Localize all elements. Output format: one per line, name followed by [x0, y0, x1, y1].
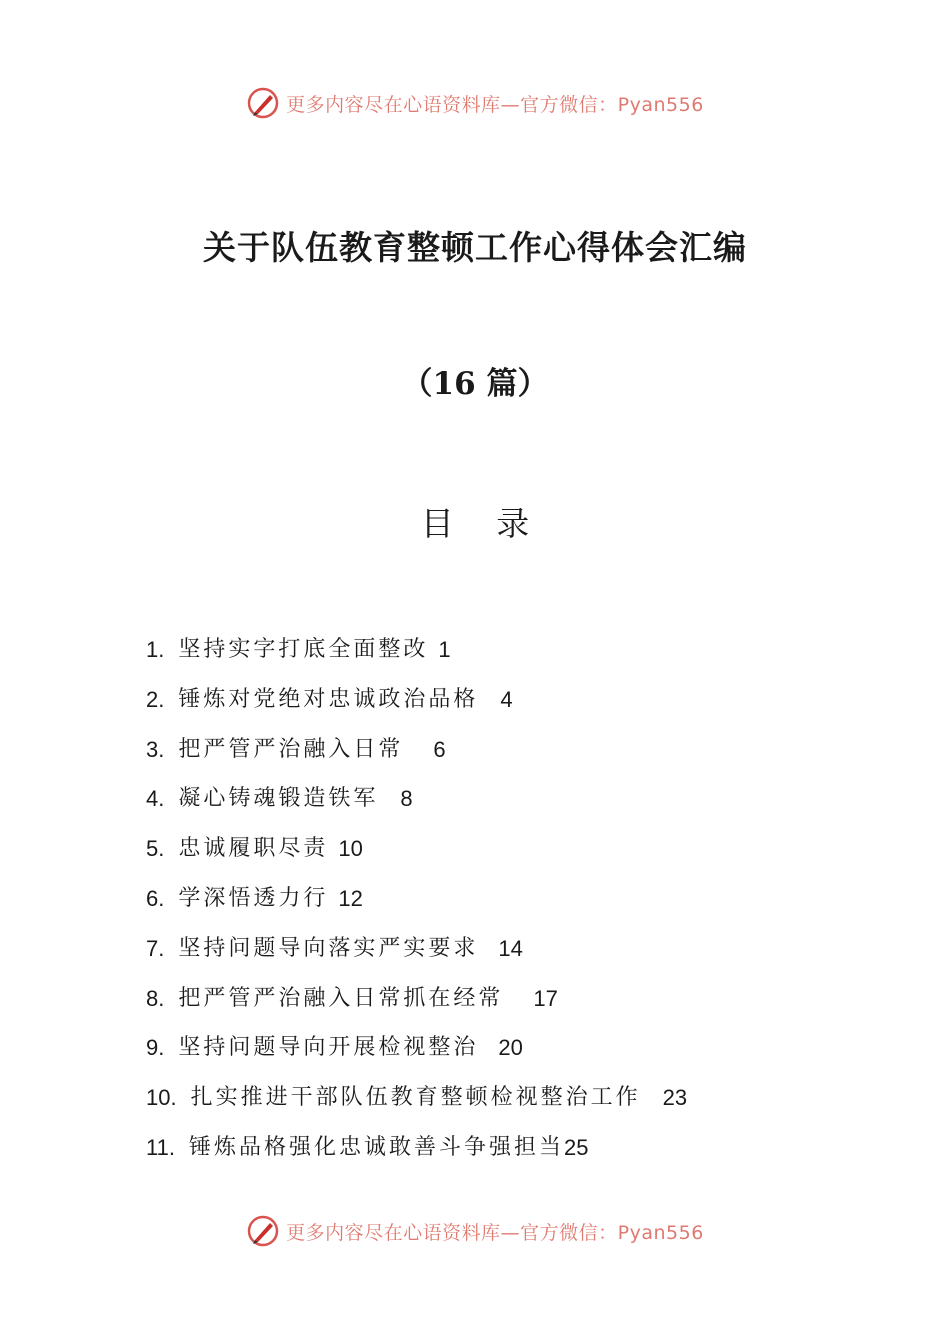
toc-item[interactable]: [146, 1126, 866, 1176]
toc-item-title: 锤炼品格强化忠诚敢善斗争强担当: [188, 1134, 564, 1160]
toc-item-page: 17: [533, 985, 558, 1011]
document-subtitle: （16 篇）: [401, 366, 549, 402]
watermark-footer: [0, 1214, 950, 1248]
toc-item-title: 把严管严治融入日常抓在经常: [178, 985, 504, 1011]
toc-item-title: 坚持问题导向落实严实要求: [178, 935, 479, 961]
toc-item[interactable]: [146, 678, 866, 728]
toc-item-page: 6: [433, 736, 446, 762]
toc-item-title: 锤炼对党绝对忠诚政治品格: [178, 686, 479, 712]
toc-item-number: 1.: [146, 637, 165, 662]
toc-item-page: 4: [500, 686, 513, 712]
toc-item-title: 学深悟透力行: [178, 885, 329, 911]
toc-item-number: 5.: [146, 836, 165, 862]
toc-item-page: 25: [563, 1134, 589, 1160]
toc-item-number: 2.: [146, 686, 165, 712]
toc-item-number: 9.: [146, 1035, 165, 1061]
toc-item-title: 坚持实字打底全面整改: [178, 637, 429, 662]
toc-item-page: 20: [498, 1035, 523, 1061]
toc-item-number: 6.: [146, 885, 165, 911]
toc-item-number: 4.: [146, 786, 165, 812]
toc-item-page: 8: [400, 786, 413, 812]
toc-item[interactable]: [146, 877, 866, 927]
table-of-contents: [146, 628, 866, 1176]
toc-item-page: 14: [498, 935, 523, 961]
toc-item-number: 10.: [146, 1085, 177, 1111]
toc-item-page: 1: [438, 637, 451, 662]
watermark-text: 更多内容尽在心语资料库—官方微信：Pyan556: [286, 1221, 704, 1244]
toc-item-title: 凝心铸魂锻造铁军: [178, 786, 379, 812]
watermark-text: 更多内容尽在心语资料库—官方微信：Pyan556: [286, 93, 704, 116]
toc-item-page: 10: [338, 836, 363, 862]
toc-item[interactable]: [146, 1076, 866, 1126]
toc-item-number: 11.: [146, 1134, 175, 1160]
toc-item[interactable]: [146, 927, 866, 977]
toc-item-page: 12: [338, 885, 363, 911]
toc-item[interactable]: [146, 728, 866, 778]
watermark-header: [0, 86, 950, 120]
pen-circle-icon: [246, 86, 280, 120]
toc-item-page: 23: [662, 1085, 688, 1111]
toc-item[interactable]: [146, 777, 866, 827]
document-title: 关于队伍教育整顿工作心得体会汇编: [203, 228, 747, 267]
toc-item[interactable]: [146, 628, 866, 678]
toc-item-title: 忠诚履职尽责: [178, 836, 329, 862]
toc-item-title: 扎实推进干部队伍教育整顿检视整治工作: [190, 1085, 641, 1111]
toc-item-number: 7.: [146, 935, 165, 961]
pen-circle-icon: [246, 1214, 280, 1248]
toc-item-title: 坚持问题导向开展检视整治: [178, 1035, 479, 1061]
toc-item[interactable]: [146, 977, 866, 1027]
toc-heading: 目 录: [420, 504, 546, 543]
toc-item[interactable]: [146, 827, 866, 877]
toc-item[interactable]: [146, 1026, 866, 1076]
toc-item-number: 8.: [146, 985, 165, 1011]
toc-item-number: 3.: [146, 736, 165, 762]
toc-item-title: 把严管严治融入日常: [178, 736, 404, 762]
